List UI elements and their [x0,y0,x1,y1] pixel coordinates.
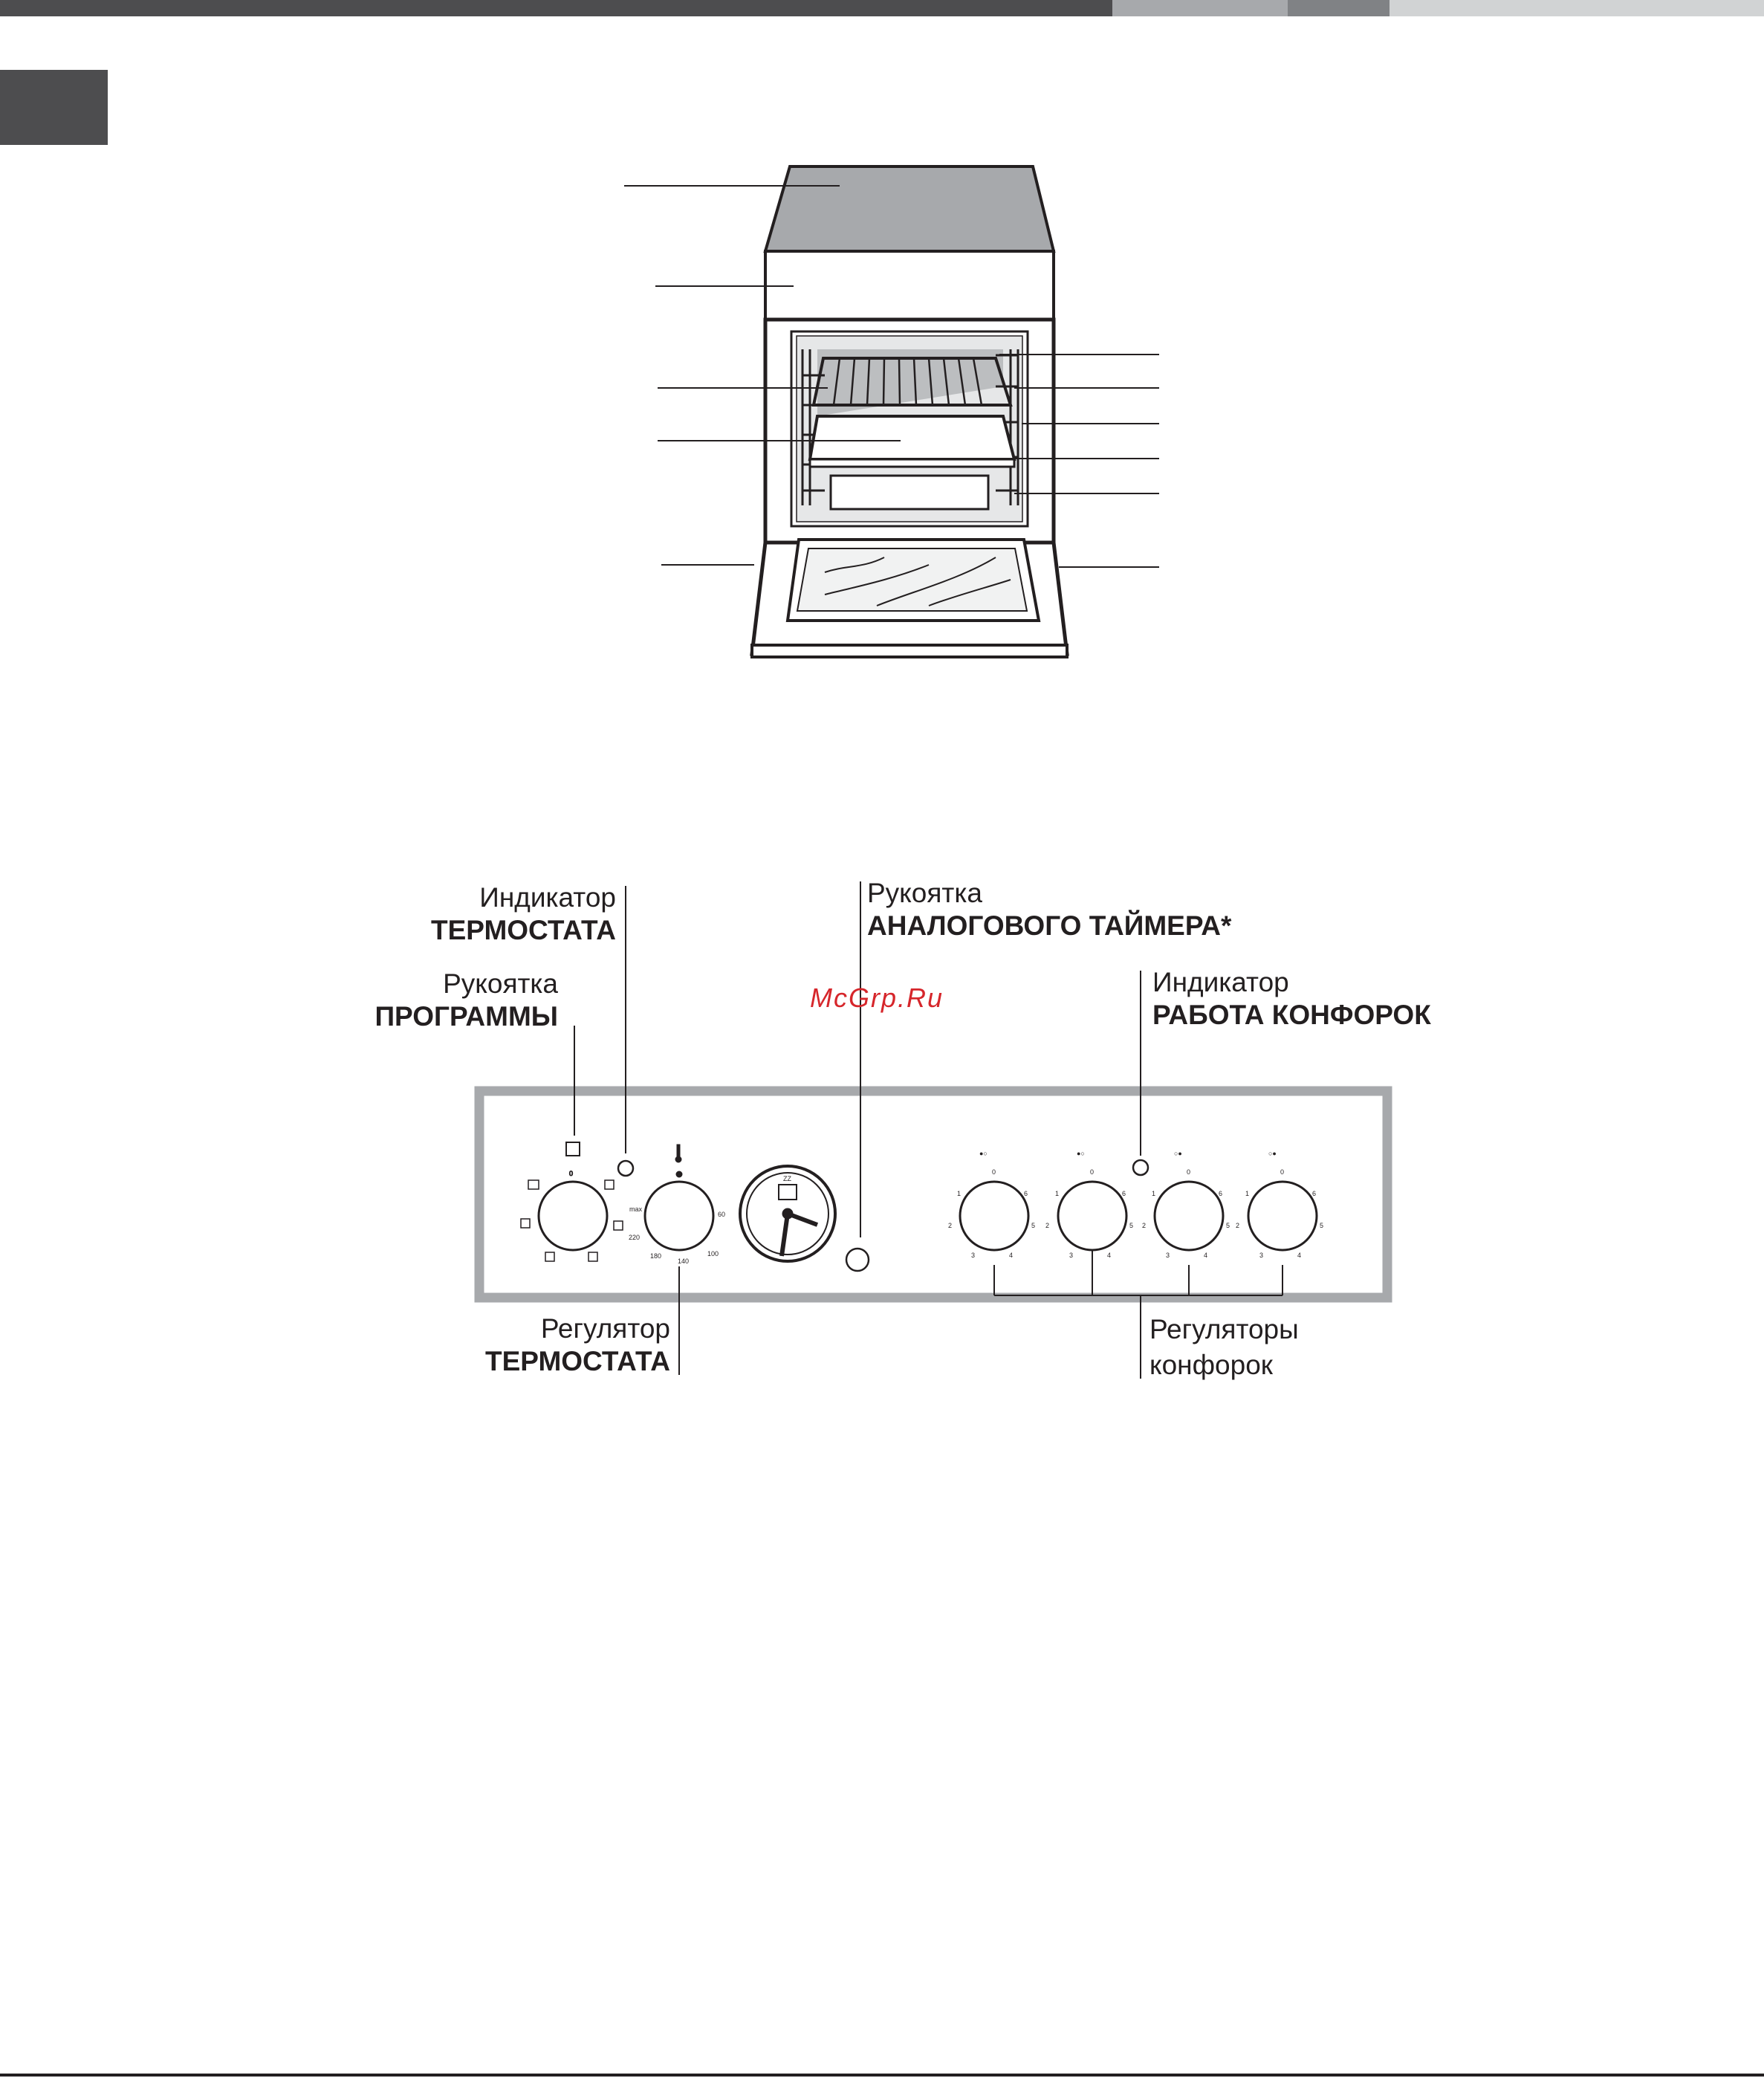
svg-text:○●: ○● [1174,1150,1182,1157]
svg-text:6: 6 [1024,1190,1028,1197]
svg-text:2: 2 [948,1222,953,1229]
svg-text:4: 4 [1009,1252,1014,1259]
svg-text:0: 0 [1187,1168,1191,1176]
program-knob-label-line2: ПРОГРАММЫ [374,1001,558,1032]
thermostat-knob [645,1182,713,1250]
svg-text:6: 6 [1219,1190,1223,1197]
thermostat-knob-label-line2: ТЕРМОСТАТА [484,1346,670,1376]
hob-indicator-label-line2: РАБОТА КОНФОРОК [1152,1000,1431,1030]
svg-text:3: 3 [971,1252,976,1259]
svg-text:4: 4 [1204,1252,1208,1259]
thermostat-indicator-label-line1: Индикатор [479,882,616,913]
svg-text:3: 3 [1069,1252,1074,1259]
svg-text:3: 3 [1259,1252,1264,1259]
oven-illustration [752,166,1067,657]
svg-text:●○: ●○ [1077,1150,1085,1157]
svg-text:5: 5 [1226,1222,1230,1229]
svg-text:140: 140 [678,1258,690,1265]
svg-text:2: 2 [1045,1222,1050,1229]
program-knob [539,1182,607,1250]
svg-text:1: 1 [1245,1190,1250,1197]
timer-knob [846,1249,869,1271]
oven-control-panel [765,251,1054,320]
thermostat-indicator-light [618,1161,633,1176]
svg-text:4: 4 [1297,1252,1302,1259]
svg-text:0: 0 [1280,1168,1285,1176]
timer-knob-label-line2: АНАЛОГОВОГО ТАЙМЕРА* [867,910,1232,941]
svg-text:3: 3 [1166,1252,1170,1259]
thermostat-knob-label-line1: Регулятор [540,1313,670,1344]
hob-knobs-label-line2: конфорок [1149,1350,1273,1380]
thermometer-icon [677,1145,680,1158]
hob-knobs-label [1149,1312,1299,1383]
watermark: McGrp.Ru [810,983,944,1013]
svg-text:60: 60 [718,1211,726,1218]
svg-text:4: 4 [1107,1252,1112,1259]
svg-text:0: 0 [992,1168,996,1176]
svg-text:0: 0 [1090,1168,1095,1176]
svg-text:100: 100 [707,1250,719,1258]
hob-indicator-light [1133,1160,1148,1175]
control-panel-frame [479,1091,1387,1298]
svg-text:●○: ●○ [979,1150,988,1157]
svg-text:180: 180 [650,1252,662,1260]
control-panel [479,881,1387,1379]
thermostat-knob-label [485,1312,670,1378]
svg-text:2: 2 [1236,1222,1240,1229]
hob-knobs-label-line1: Регуляторы [1149,1314,1299,1344]
svg-text:2: 2 [1142,1222,1147,1229]
program-knob-label-line1: Рукоятка [443,968,558,999]
svg-text:5: 5 [1031,1222,1036,1229]
svg-text:6: 6 [1312,1190,1317,1197]
svg-text:ZZ: ZZ [783,1175,791,1182]
svg-text:5: 5 [1129,1222,1134,1229]
svg-text:220: 220 [629,1234,641,1241]
analogue-timer [740,1166,835,1261]
bell-icon [779,1185,797,1200]
timer-knob-label [867,877,1231,942]
bottom-rule [0,2074,1764,2077]
hob-indicator-label [1152,966,1431,1032]
svg-text:max: max [629,1205,643,1213]
svg-text:6: 6 [1122,1190,1126,1197]
oven-top-surface [765,166,1054,251]
svg-text:5: 5 [1320,1222,1324,1229]
program-knob-label [374,968,558,1033]
hob-indicator-label-line1: Индикатор [1152,967,1289,997]
drip-tray [810,416,1014,459]
svg-text:1: 1 [957,1190,962,1197]
timer-knob-label-line1: Рукоятка [867,878,982,908]
svg-text:1: 1 [1152,1190,1156,1197]
svg-text:○●: ○● [1268,1150,1277,1157]
thermostat-indicator-label [431,881,616,947]
svg-text:0: 0 [569,1170,574,1177]
svg-text:1: 1 [1055,1190,1060,1197]
thermostat-indicator-label-line2: ТЕРМОСТАТА [430,915,616,945]
